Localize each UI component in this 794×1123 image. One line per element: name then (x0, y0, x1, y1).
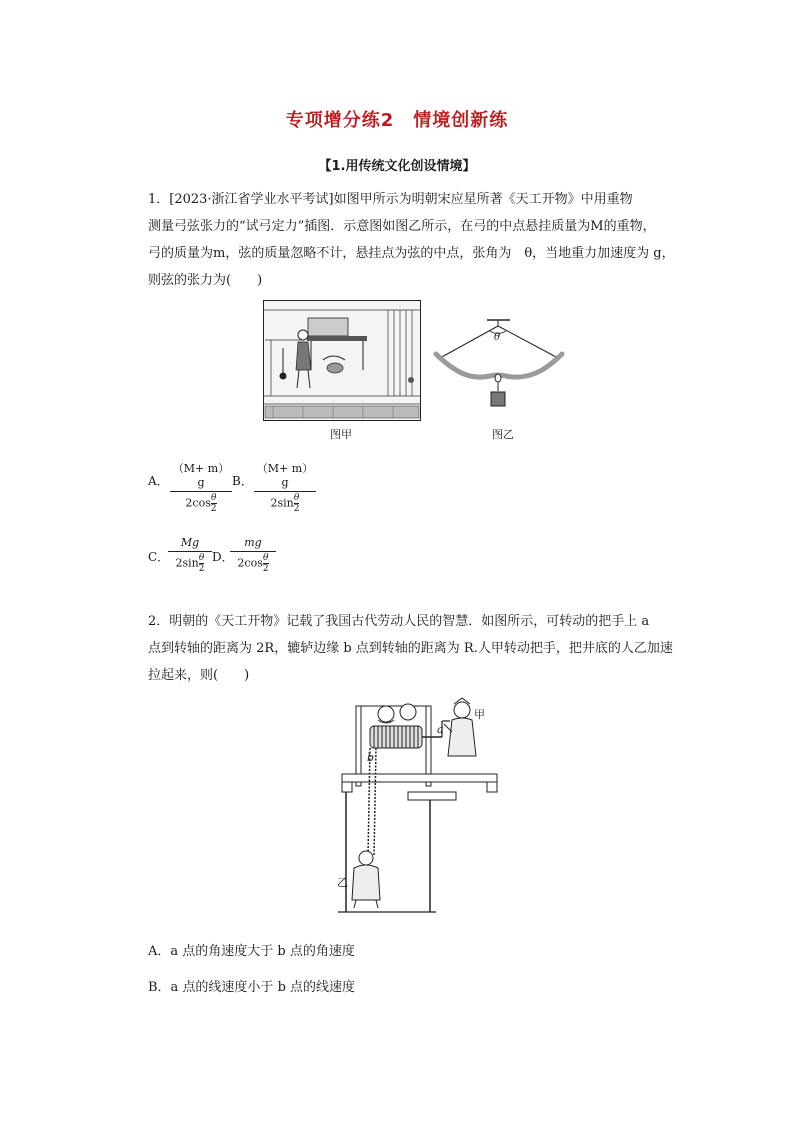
q1-option-d-den-bottom: 2 (262, 564, 269, 574)
point-a-label: a (437, 723, 444, 736)
q1-option-d-fraction (230, 536, 276, 574)
q1-option-a-den-top: θ (211, 493, 217, 503)
point-b-label: b (367, 751, 375, 764)
q1-option-c-numerator: Mg (180, 536, 200, 549)
q2-option-a[interactable]: A．a 点的角速度大于 b 点的角速度 (148, 944, 355, 959)
figure-yi-caption: 图乙 (492, 428, 514, 441)
q1-option-b-letter[interactable]: B． (232, 474, 253, 488)
q1-option-d-denominator (230, 553, 276, 574)
q2-line-3: 拉起来，则( ) (148, 668, 250, 683)
q1-option-c-fraction (168, 536, 212, 574)
figure-yi-angle-label: θ (494, 332, 501, 343)
q1-option-c-den-top: θ (198, 553, 205, 563)
q1-option-b-numerator: （M+ m）g (256, 462, 314, 489)
q1-option-d-den-prefix: 2cos (237, 556, 263, 570)
q1-option-a-fraction (170, 460, 232, 514)
q1-option-c-denominator (168, 553, 212, 574)
q1-option-d-letter[interactable]: D． (212, 550, 234, 564)
q1-option-d-numerator: mg (244, 536, 262, 549)
page-title: 专项增分练2 情境创新练 (285, 110, 509, 131)
section-heading: 【1.用传统文化创设情境】 (318, 159, 476, 174)
q2-line-1: 2．明朝的《天工开物》记载了我国古代劳动人民的智慧．如图所示，可转动的把手上 a (148, 614, 650, 629)
q1-line-2: 测量弓弦张力的“试弓定力”插图．示意图如图乙所示，在弓的中点悬挂质量为M的重物， (148, 219, 656, 234)
q1-option-a-numerator: （M+ m）g (172, 462, 230, 489)
q1-option-c-letter[interactable]: C． (148, 550, 170, 564)
figure-jia-caption: 图甲 (330, 428, 352, 441)
q1-option-c-den-prefix: 2sin (175, 556, 199, 570)
q1-option-a-den-bottom: 2 (210, 504, 217, 514)
q1-line-1: 1．[2023·浙江省学业水平考试]如图甲所示为明朝宋应星所著《天工开物》中用重物 (148, 192, 633, 207)
q1-option-b-den-bottom: 2 (293, 504, 300, 514)
q1-option-a-letter[interactable]: A． (148, 474, 169, 488)
q2-line-2: 点到转轴的距离为 2R，辘轳边缘 b 点到转轴的距离为 R.人甲转动把手，把井底的人乙加速 (148, 641, 673, 656)
windlass-well-illustration (330, 696, 510, 918)
q1-stem (148, 186, 678, 294)
q2-stem (148, 608, 678, 689)
q1-option-b-denominator (254, 493, 316, 514)
q2-option-b[interactable]: B．a 点的线速度小于 b 点的线速度 (148, 980, 356, 995)
q1-option-d-den-top: θ (263, 553, 269, 563)
q1-option-b-den-prefix: 2sin (270, 496, 294, 510)
q1-option-c-den-bottom: 2 (198, 564, 205, 574)
person-jia-label: 甲 (474, 708, 485, 721)
q1-line-4: 则弦的张力为( ) (148, 273, 263, 288)
figure-jia-illustration (263, 300, 421, 421)
q1-option-a-denominator (170, 493, 232, 514)
q1-line-3: 弓的质量为m，弦的质量忽略不计，悬挂点为弦的中点，张角为 θ，当地重力加速度为 g， (148, 246, 675, 261)
q1-option-a-den-prefix: 2cos (185, 496, 211, 510)
person-yi-label: 乙 (337, 876, 348, 889)
q1-option-b-fraction (254, 460, 316, 514)
q1-option-b-den-top: θ (293, 493, 300, 503)
